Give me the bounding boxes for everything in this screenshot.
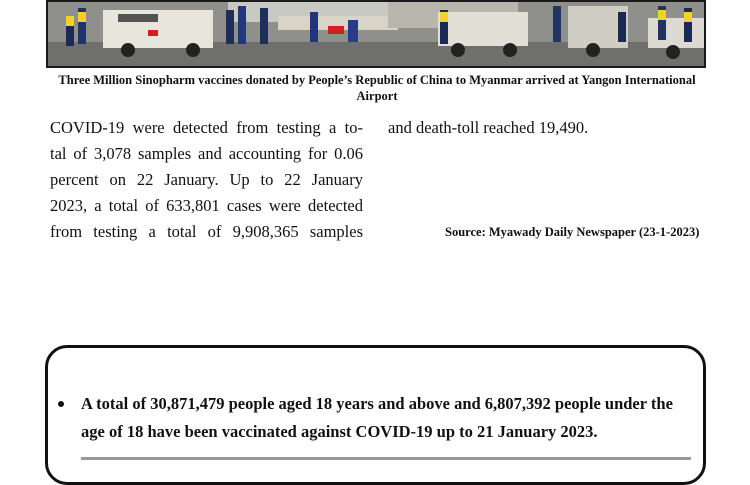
news-photo [46, 0, 706, 68]
article-left-column [50, 115, 363, 245]
article-line: percent on 22 January. Up to 22 January [50, 170, 363, 189]
photo-caption: Three Million Sinopharm vaccines donated by People’s Republic of China to Myanmar arrived at Yangon International Airport [58, 73, 696, 103]
article-line: COVID-19 were detected from testing a to- [50, 118, 363, 137]
bullet-text: A total of 30,871,479 people aged 18 years and above and 6,807,392 people under the age of 18 have been vaccinated against COVID-19 up to 21 January 2023. [81, 394, 673, 441]
article-line: 2023, a total of 633,801 cases were detected [50, 196, 363, 215]
article-line: from testing a total of 9,908,365 samples [50, 222, 363, 241]
article-line: tal of 3,078 samples and accounting for 0.06 [50, 144, 363, 163]
source-citation: Source: Myawady Daily Newspaper (23-1-2023) [445, 225, 700, 239]
airport-photo-illustration [48, 2, 704, 66]
article-right-column: and death-toll reached 19,490. [388, 118, 589, 137]
highlight-bullet [58, 390, 698, 446]
bullet-dot-icon [58, 401, 64, 407]
cut-off-bullet [58, 452, 698, 460]
highlight-bullet-list [58, 390, 698, 446]
